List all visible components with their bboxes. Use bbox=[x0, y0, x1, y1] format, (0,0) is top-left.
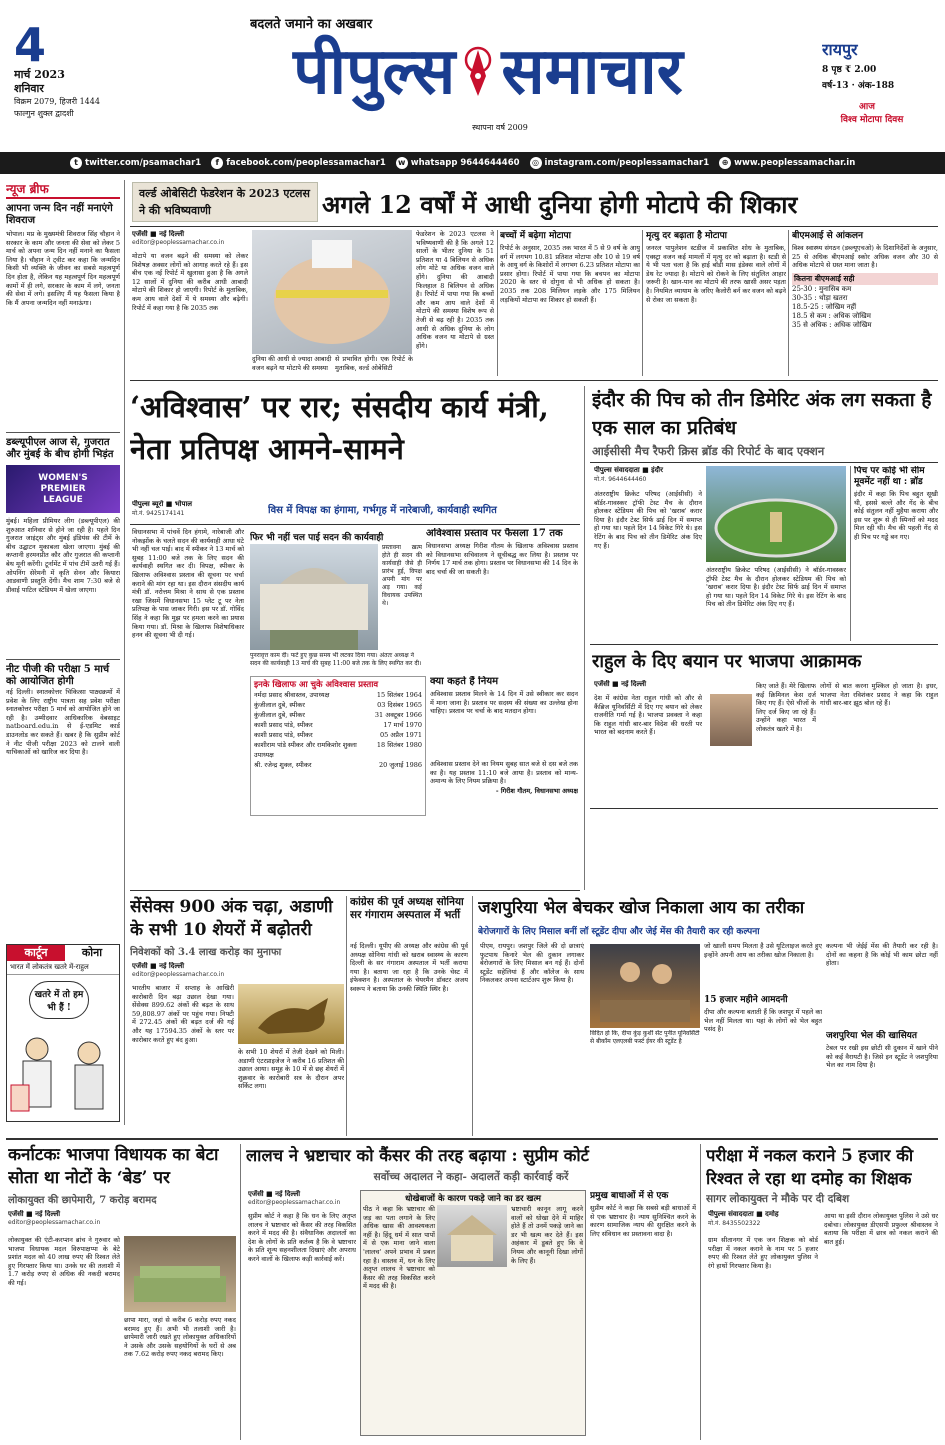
twitter-icon: t bbox=[70, 157, 82, 169]
supreme-byline-box bbox=[248, 1190, 358, 1206]
wpl-logo bbox=[6, 465, 120, 513]
today-label: आज bbox=[859, 102, 875, 112]
history-date: 03 दिसंबर 1965 bbox=[377, 701, 422, 709]
history-name: श्री. रजेन्द्र शुक्ल, स्पीकर bbox=[254, 761, 312, 769]
cartoon-box bbox=[6, 944, 120, 1122]
facebook-icon: f bbox=[211, 157, 223, 169]
divider bbox=[346, 896, 347, 1136]
obesity-photo-caption: दुनिया की आधी से ज्यादा आबादी वजन बढ़ने या मोटापे की समस्या bbox=[252, 355, 332, 372]
twitter-link[interactable] bbox=[70, 157, 201, 169]
assembly-history-head: इनके खिलाफ आ चुके अविश्वास प्रस्ताव bbox=[254, 680, 379, 690]
damoh-body: ग्राम सीतानगर में एक जन शिक्षक को बोर्ड परीक्षा में नकल कराने के नाम पर 5 हजार रुपए की रिश्वत लेते हुए लोकायुक्त पुलिस ने रंगे हाथों गिरफ्तार किया है। bbox=[708, 1236, 818, 1270]
damoh-mobile: मो.नं. 8435502322 bbox=[708, 1220, 761, 1227]
sensex-bull-photo bbox=[238, 984, 344, 1044]
history-name: नर्मदा प्रसाद श्रीवास्तव, उपाध्यक्ष bbox=[254, 691, 330, 699]
brief-1-headline: आपना जन्म दिन नहीं मनाएंगे शिवराज bbox=[6, 203, 113, 226]
assembly-proposal-box bbox=[426, 528, 578, 674]
supreme-body: सुप्रीम कोर्ट ने कहा है कि धन के लिए अतृप्त लालच ने भ्रष्टाचार को कैंसर की तरह विकसित करने में मदद की है। संवैधानिक अदालतों का देश के लोगों के प्रति कर्तव्य है कि वे भ्रष्टाचार के प्रति शून्य सहनशीलता दिखाएं और अपराध करने वालों के खिलाफ कड़ी कार्रवाई करें। bbox=[248, 1212, 356, 1263]
divider bbox=[130, 890, 580, 891]
history-date: 31 अक्टूबर 1966 bbox=[374, 711, 422, 719]
bmi-row: 35 से अधिक : अधिक जोखिम bbox=[792, 320, 872, 329]
edition-block bbox=[822, 38, 942, 125]
date-month-year: मार्च 2023 bbox=[14, 68, 65, 81]
sensex-email: editor@peoplessamachar.co.in bbox=[132, 971, 225, 978]
assembly-mobile: मो.नं. 9425174141 bbox=[132, 510, 185, 517]
divider bbox=[590, 462, 938, 463]
web-text: www.peoplessamachar.in bbox=[734, 158, 856, 168]
divider bbox=[497, 230, 498, 376]
history-date: 18 सितंबर 1980 bbox=[376, 741, 422, 749]
supreme-box-col2: भ्रष्टाचारी कानून लागू करने वालों को धोखा देने में माहिर होते हैं तो उनमें पकड़े जाने का डर भी खत्म कर देते हैं। इस अहंकार में डूबते हुए कि वे नियम और कानूनी दिखा लोगों के लिए हैं। bbox=[511, 1205, 583, 1265]
karnataka-email: editor@peoplessamachar.co.in bbox=[8, 1219, 101, 1226]
assembly-headline: ‘अविश्वास’ पर रार; संसदीय कार्य मंत्री, नेता प्रतिपक्ष आमने-सामने bbox=[130, 390, 549, 466]
history-date: 15 सितंबर 1964 bbox=[376, 691, 422, 699]
whatsapp-icon: w bbox=[396, 157, 408, 169]
karnataka-byline: एजेंसी ■ नई दिल्ली bbox=[8, 1210, 61, 1218]
assembly-col1: विधानसभा में पांचवें दिन हंगामे, नारेबाजी और नोकझोंक के चलते सदन की कार्यवाही आधा घंटे भी नहीं चल पाई। बाद में स्पीकर ने 13 मार्च को सुबह 11:00 बजे तक के लिए सदन की कार्यवाही स्थगित कर दी। विपक्ष, स्पीकर के खिलाफ अविश्वास प्रस्ताव की सूचना पर चर्चा कराने की मांग रहा था। इस दौरान संसदीय कार्य मंत्री डॉ. नरोत्तम मिश्रा ने साथ से एक प्रस्ताव रखा जिसमें विधानसभा 15 प्लेट टू पर नेता प्रतिपक्ष के पास जाकर गिरी। इस पर डॉ. गोविंद सिंह ने कहा कि मुझ पर हमला करने का प्रयास किया गया। डॉ. मिश्रा के खिलाफ विशेषाधिकार हनन की सूचना भी दी गई। bbox=[132, 528, 244, 640]
rahul-body: देश में कांग्रेस नेता राहुल गांधी को और से कैंब्रिज यूनिवर्सिटी में दिए गए बयान को लेकर राजनीति गर्मा गई है। भाजपा प्रवक्ता ने कहा कि राहुल गांधी बार-बार विदेश की धरती पर भारत को बदनाम करते हैं। bbox=[594, 694, 702, 737]
rahul-byline: एजेंसी ■ नई दिल्ली bbox=[594, 680, 647, 688]
wpl-logo-text: WOMEN'S PREMIER LEAGUE bbox=[38, 472, 88, 505]
history-name: काशी प्रसाद पांडे, स्पीकर bbox=[254, 721, 313, 729]
indore-body-2: अंतरराष्ट्रीय क्रिकेट परिषद (आईसीसी) ने बॉर्डर-गावस्कर ट्रॉफी टेस्ट मैच के दौरान होलकर स्टेडियम की पिच को 'खराब' करार दिया है। इंदौर टेस्ट सिर्फ ढाई दिन में समाप्त हो गया था। पहले दिन 14 विकेट गिरे थे। इस रेटिंग के बाद पिच को तीन डिमेरिट अंक दिए गए हैं। bbox=[706, 566, 846, 609]
assembly-quote: अविश्वास प्रस्ताव देने का नियम सुबह सात बजे से दस बजे तक का है। यह प्रस्ताव 11:10 बजे आया है। प्रस्ताव को मान्य-अमान्य के लिए नियम प्रक्रिया है। bbox=[430, 760, 578, 786]
indore-side-body: इंदौर में कहा कि पिच बहुत सूखी थी, इससे बल्ले और गेंद के बीच कोई संतुलन नहीं मुहैया कराया और इस पर शुरू से ही स्पिनरों को मदद मिल रही थी। मैच की पहली गेंद से ही पिच पर गड्ढे बन गए। bbox=[854, 490, 938, 541]
jashpur-photo-caption: विदित हो कि, दीपा कुंड़ कुर्शी सेंट पुनीत यूनिवर्सिटी से बीकॉम एलएलबी फर्स्ट ईयर की स्टूडेंट है bbox=[590, 1030, 700, 1045]
sensex-headline: सेंसेक्स 900 अंक चढ़ा, अडाणी के सभी 10 शेयरों में बढ़ोतरी bbox=[130, 897, 333, 940]
indore-byline: पीपुल्स संवाददाता ■ इंदौर bbox=[594, 466, 663, 474]
indore-headline: इंदौर की पिच को तीन डिमेरिट अंक लग सकता है एक साल का प्रतिबंध bbox=[592, 389, 932, 439]
obesity-kicker: वर्ल्ड ओबेसिटी फेडरेशन के 2023 एटलस ने की भविष्यवाणी bbox=[139, 187, 310, 217]
supreme-byline: एजेंसी ■ नई दिल्ली bbox=[248, 1190, 301, 1198]
divider bbox=[590, 644, 938, 645]
paper-title bbox=[178, 26, 798, 118]
damoh-byline: पीपुल्स संवाददाता ■ दमोह bbox=[708, 1210, 779, 1218]
history-name: काशी प्रसाद पांडे, स्पीकर bbox=[254, 731, 313, 739]
facebook-text: facebook.com/peoplessamachar1 bbox=[226, 158, 386, 168]
obesity-bmi-box bbox=[792, 230, 938, 376]
sensex-subhead: निवेशकों को 3.4 लाख करोड़ का मुनाफा bbox=[130, 947, 282, 958]
damoh-headline: परीक्षा में नकल कराने 5 हजार की रिश्वत ले रहा था दमोह का शिक्षक bbox=[706, 1146, 914, 1188]
assembly-photo-side: प्रस्तावना ख़त्म होते ही सदन की कार्यवाही जैसे ही प्रारंभ हुई, विपक्ष अपनी मांग पर अड़ गया। कई विधायक उपस्थित थे। bbox=[382, 544, 422, 607]
divider bbox=[6, 1138, 938, 1140]
assembly-photo bbox=[250, 544, 378, 650]
paper-title-left: पीपुल्स bbox=[293, 34, 456, 109]
obesity-kids-body: रिपोर्ट के अनुसार, 2035 तक भारत में 5 से 9 वर्ष के आयु वर्ग में लगभग 10.81 प्रतिशत मोटापा और 10 से 19 वर्ष के आयु वर्ग के किशोरों में लगभग 6.23 प्रतिशत मोटापा का प्रसार होगा। रिपोर्ट में पाया गया कि बचपन का मोटापा 2020 के स्तर से दोगुना से भी अधिक हो सकता है। 2035 तक 208 मिलियन लड़के और 175 मिलियन लड़कियों मोटापा का शिकार हो सकती हैं। bbox=[500, 244, 640, 304]
pages-price: 8 पृष्ठ ₹ 2.00 bbox=[822, 65, 877, 75]
obesity-kids-box bbox=[500, 230, 640, 376]
assembly-photo-caption: पुनरावृत्त काम दी। फर्ट हुए कुछ समय भी लटका दिया गया। अंततः अध्यक्ष ने सदन की कार्यवाही 13 मार्च की सुबह 11:00 बजे तक के लिए स्थगित कर दी। bbox=[250, 652, 422, 667]
bmi-row: 18.5 से कम : अधिक जोखिम bbox=[792, 311, 871, 320]
damoh-col2: आया था इसी दौरान लोकायुक्त पुलिस ने उसे धर दबोचा। लोकायुक्त डीएसपी प्रफुल्ल श्रीवास्तव ने बताया कि परीक्षा में छात्र को नकल कराने की बात हुई। bbox=[824, 1212, 938, 1246]
damoh-byline-box bbox=[708, 1210, 818, 1227]
volume: वर्ष-13 · अंक-188 bbox=[822, 81, 895, 91]
brief-2-body: मुंबई। महिला प्रीमियर लीग (डब्ल्यूपीएल) की शुरुआत शनिवार से होने जा रही है। पहले दिन गुजरात जाइंट्स और मुंबई इंडियंस की टीमें के बीच उद्घाटन मुकाबला खेला जाएगा। मुंबई की कप्तानी हरमनप्रीत कौर और गुजरात की कप्तानी बेथ मूनी करेंगी। टूर्नामेंट में पांच टीमें उतरी गई हैं। ओपनिंग सेरेमनी में कृति सेनन और कियारा आडवाणी प्रस्तुति देंगी। मैच शाम 7:30 बजे से डीवाई पाटिल स्टेडियम में खेला जाएगा। bbox=[6, 517, 120, 594]
jashpur-income-head: 15 हजार महीने आमदनी bbox=[704, 995, 788, 1005]
instagram-icon: ◎ bbox=[530, 157, 542, 169]
cartoon-corner: कोना bbox=[81, 946, 103, 959]
social-strip bbox=[0, 152, 945, 174]
supreme-court-photo bbox=[437, 1205, 507, 1267]
obesity-kids-head: बच्चों में बढ़ेगा मोटापा bbox=[500, 231, 571, 241]
cartoon-speech: खतरे में तो हम भी हैं ! bbox=[29, 981, 89, 1019]
date-day: 4 bbox=[14, 22, 47, 72]
assembly-proposal-body: विधानसभा अध्यक्ष गिरीश गौतम के खिलाफ अविश्वास प्रस्ताव को विधानसभा सचिवालय ने सूचीबद्ध कर लिया है। प्रस्ताव पर निर्णय 17 मार्च तक होगा। प्रस्ताव पर विधानसभा की 14 दिन के बाद चर्चा की जा सकती है। bbox=[426, 542, 578, 576]
history-name: कुंजीलाल दुबे, स्पीकर bbox=[254, 701, 305, 709]
indore-body: अंतरराष्ट्रीय क्रिकेट परिषद (आईसीसी) ने बॉर्डर-गावस्कर ट्रॉफी टेस्ट मैच के दौरान होलकर स्टेडियम की पिच को 'खराब' करार दिया है। इंदौर टेस्ट सिर्फ ढाई दिन में समाप्त हो गया था। पहले दिन 14 विकेट गिरे थे। इस रेटिंग के बाद पिच को तीन डिमेरिट अंक दिए गए हैं। bbox=[594, 490, 702, 550]
whatsapp-text: whatsapp 9644644460 bbox=[410, 158, 520, 168]
bmi-row: 18.5-25 : जोखिम नहीं bbox=[792, 302, 857, 311]
obesity-death-body: जनरल पापुलेशन स्टडीज में प्रकाशित शोध के मुताबिक, एक्स्ट्रा वजन कई मामलों में मृत्यु दर को बढ़ाता है। स्टडी से ये भी पता चला है कि हाई बॉडी मास इंडेक्स वाले लोगों में डेथ रेट ज्यादा है। मोटापे को रोकने के लिए संतुलित आहार जरूरी है। खान-पान का मोटापे की तरफ खासी असर पड़ता है। नियमित व्यायाम के जरिए कैलोरी बर्न कर वजन को बढ़ने से रोका जा सकता है। bbox=[646, 244, 786, 304]
divider bbox=[130, 524, 580, 525]
obesity-col1: मोटापे या वजन बढ़ने की समस्या को लेकर विशेषज्ञ अक्सर लोगों को आगाह करते रहे हैं। इस बीच एक नई रिपोर्ट में खुलासा हुआ है कि अगले 12 सालों में दुनिया की करीब आधी आबादी मोटापे की शिकार हो जाएगी। रिपोर्ट के मुताबिक, कम आय वाले देशों में ये समस्या और बढ़ेगी। रिपोर्ट में कहा गया है कि 2035 तक bbox=[132, 252, 248, 312]
jashpur-headline: जशपुरिया भेल बेचकर खोज निकाला आय का तरीका bbox=[478, 898, 805, 918]
obesity-headline: अगले 12 वर्षों में आधी दुनिया होगी मोटापे की शिकार bbox=[322, 190, 798, 219]
assembly-byline-box bbox=[132, 500, 262, 517]
rahul-col3: लोगों से बात करना मुश्किल हो जाता है। इधर, भाजपा नेता रविशंकर प्रसाद ने कहा कि राहुल गांधी बार-बार झूठ बोल रहे हैं। bbox=[820, 682, 938, 708]
indore-byline-box bbox=[594, 466, 714, 483]
jashpur-special-box bbox=[826, 1030, 938, 1134]
globe-icon: ⊕ bbox=[719, 157, 731, 169]
divider bbox=[850, 466, 851, 641]
history-date: 17 मार्च 1970 bbox=[383, 721, 422, 729]
jashpur-col3: कल्पना भी जेईई मेंस की तैयारी कर रही है। दोनों का कहना है कि कोई भी काम छोटा नहीं होता। bbox=[826, 942, 938, 968]
city: रायपुर bbox=[822, 40, 858, 59]
assembly-history-box bbox=[250, 676, 426, 816]
web-link[interactable] bbox=[719, 157, 855, 169]
divider bbox=[472, 896, 473, 1136]
date-block bbox=[14, 22, 114, 146]
cartoon-caption: भारत में लोकतंत्र खतरे में-राहुल bbox=[7, 961, 119, 975]
sensex-byline-box bbox=[132, 962, 342, 978]
history-row bbox=[254, 710, 422, 720]
jashpur-special-body: टेबल पर रखी इस छोटी सी दुकान में खाने पीने को कई वैरायटी है। जिसे इन स्टूडेंट ने जशपुरिया भेल का नाम दिया है। bbox=[826, 1044, 938, 1070]
masthead bbox=[0, 0, 945, 150]
established: स्थापना वर्ष 2009 bbox=[472, 123, 528, 132]
brief-2-headline: डब्ल्यूपीएल आज से, गुजरात और मुंबई के बीच होगी भिड़ंत bbox=[6, 432, 120, 461]
obesity-col2: से प्रभावित होगी। एक रिपोर्ट के मुताबिक, वर्ल्ड ओबेसिटी bbox=[335, 355, 413, 372]
obesity-bmi-body: विश्व स्वास्थ्य संगठन (डब्ल्यूएचओ) के दिशानिर्देशों के अनुसार, 25 से अधिक बीएमआई स्कोर अधिक वजन और 30 से अधिक मोटापे से ग्रस्त माना जाता है। bbox=[792, 244, 938, 270]
obesity-death-box bbox=[646, 230, 786, 376]
assembly-byline: पीपुल्स ब्यूरो ■ भोपाल bbox=[132, 500, 193, 508]
supreme-box bbox=[360, 1190, 586, 1436]
indore-stadium-photo bbox=[706, 466, 846, 562]
supreme-box-body: पीठ ने कहा कि भ्रष्टाचार की जड़ का पता लगाने के लिए अधिक खास की आवश्यकता नहीं है। हिंदू धर्म में सात पापों में से एक माना जाने वाला 'लालच' अपने प्रभाव में प्रबल रहा है। वास्तव में, धन के लिए अतृप्त लालच ने भ्रष्टाचार को कैंसर की तरह विकसित करने में मदद की है। bbox=[363, 1205, 435, 1291]
karnataka-subhead: लोकायुक्त की छापेमारी, 7 करोड़ बरामद bbox=[8, 1195, 157, 1206]
paper-title-right: समाचार bbox=[501, 34, 683, 109]
supreme-email: editor@peoplessamachar.co.in bbox=[248, 1199, 341, 1206]
jashpur-income-body: दीपा और कल्पना बताती हैं कि जशपुर में पहले का भेल नहीं मिलता था। यहां के लोगों को भेल बहुत पसंद है। bbox=[704, 1008, 822, 1034]
jashpur-subhead: बेरोजगारों के लिए मिसाल बनीं लॉ स्टूडेंट दीपा और जेई मेंस की तैयारी कर रही कल्पना bbox=[478, 927, 760, 937]
history-name: कुंजीलाल दुबे, स्पीकर bbox=[254, 711, 305, 719]
history-row bbox=[254, 760, 422, 770]
history-row bbox=[254, 700, 422, 710]
samvat: विक्रम 2079, हिजरी 1444 bbox=[14, 97, 100, 106]
tagline: बदलते जमाने का अखबार bbox=[250, 17, 373, 32]
divider bbox=[788, 230, 789, 376]
jashpur-income-box bbox=[704, 994, 822, 1134]
supreme-points-head: प्रमुख बाधाओं में से एक bbox=[590, 1191, 669, 1201]
obesity-photo bbox=[252, 230, 412, 354]
history-date: 20 जुलाई 1986 bbox=[378, 761, 422, 769]
history-row bbox=[254, 730, 422, 740]
supreme-points-body: सुप्रीम कोर्ट ने कहा कि सबसे बड़ी बाधाओं में से एक भ्रष्टाचार है। न्याय सुनिश्चित करने के कारण सामाजिक न्याय की सुरक्षित करने के लिए संविधान का प्रस्तावना वादा है। bbox=[590, 1204, 696, 1238]
divider bbox=[700, 1144, 701, 1440]
divider bbox=[124, 180, 125, 1125]
karnataka-headline: कर्नाटकः भाजपा विधायक का बेटा सोता था नोटों के ‘बेड’ पर bbox=[8, 1145, 219, 1188]
supreme-headline: लालच ने भ्रष्टाचार को कैंसर की तरह बढ़ाया : सुप्रीम कोर्ट bbox=[246, 1146, 589, 1165]
supreme-box-head: धोखेबाजों के कारण पकड़े जाने का डर खत्म bbox=[405, 1194, 541, 1204]
assembly-quote-by: - गिरीश गौतम, विधानसभा अध्यक्ष bbox=[495, 786, 578, 795]
rahul-headline: राहुल के दिए बयान पर भाजपा आक्रामक bbox=[592, 651, 862, 672]
karnataka-byline-box bbox=[8, 1210, 236, 1226]
bmi-row: 30-35 : थोड़ा खतरा bbox=[792, 293, 848, 302]
divider bbox=[130, 380, 938, 381]
history-name: काशीराम पांडे स्पीकर और रामकिशोर शुक्ला उपाध्यक्ष bbox=[254, 741, 357, 759]
brief-1-body: भोपाल। मप्र के मुख्यमंत्री शिवराज सिंह चौहान ने सरकार के काम और जनता की सेवा को लेकर 5 मार्च को अपना जन्म दिन नहीं मनाने का फैसला लिया है। चौहान ने ट्वीट कर कहा कि जन्मदिन किसी भी व्यक्ति के जीवन का सबसे महत्वपूर्ण दिन होता है, लेकिन यह महत्वपूर्ण दिन महत्वपूर्ण कामों में ही लगे, सरकार के काम में लगे, जनता की सेवा में लगे। इसलिए मैं यह फैसला किया है कि मैं अपना जन्मदिन नहीं मनाऊंगा। bbox=[6, 230, 120, 307]
karnataka-col2: छापा मारा, जहां से करीब 6 करोड़ रुपए नकद बरामद हुए हैं। अभी भी तलाशी जारी है। छापेमारी जारी रखते हुए लोकायुक्त अधिकारियों ने उसके और उसके सहयोगियों के घरों से अब तक 7.62 करोड़ रुपए नकद बरामद किए। bbox=[124, 1316, 236, 1359]
obesity-byline: एजेंसी ■ नई दिल्ली bbox=[132, 230, 185, 238]
brief-3-body: नई दिल्ली। स्नातकोत्तर चिकित्सा पाठ्यक्रमों में प्रवेश के लिए राष्ट्रीय पात्रता सह प्रवेश परीक्षा स्नातकोत्तर परीक्षा 5 मार्च को आयोजित होने जा रही है। उम्मीदवार आधिकारिक वेबसाइट natboard.edu.in से ई-एडमिट कार्ड डाउनलोड कर सकते हैं। खबर है कि सुप्रीम कोर्ट ने नीट पीजी परीक्षा 2023 को टालने वाली याचिकाओं को खारिज कर दिया है। bbox=[6, 688, 120, 757]
divider bbox=[240, 1144, 241, 1440]
obesity-bmi-table-head: कितना बीएमआई सही bbox=[792, 273, 938, 285]
assembly-quote-box bbox=[430, 760, 578, 838]
history-date: 05 अप्रैल 1971 bbox=[379, 731, 422, 739]
jashpur-body-2: जो खाली समय मिलता है उसे यूटिलाइज करते हुए इन्होंने अपनी आय का तरीका खोज निकाला है। bbox=[704, 942, 822, 959]
obesity-email: editor@peoplessamachar.co.in bbox=[132, 239, 225, 246]
cartoon-label: कार्टून bbox=[7, 945, 65, 961]
indore-subhead: आईसीसी मैच रैफरी क्रिस ब्रॉड की रिपोर्ट के बाद एक्शन bbox=[592, 444, 825, 458]
facebook-link[interactable] bbox=[211, 157, 386, 169]
twitter-text: twitter.com/psamachar1 bbox=[85, 158, 202, 168]
brief-3-headline: नीट पीजी की परीक्षा 5 मार्च को आयोजित होगी bbox=[6, 659, 120, 688]
jashpur-photo bbox=[590, 944, 700, 1028]
obesity-death-head: मृत्यु दर बढ़ाता है मोटापा bbox=[646, 231, 728, 241]
rahul-col2: किए जाते हैं। मेरे खिलाफ कई क्रिमिनल केस दर्ज किए गए हैं। ऐसे चीजों के लिए दर्ज किए जा रहे हैं। उन्होंने कहा भारत में लोकतंत्र खतरे में है। bbox=[756, 682, 816, 733]
assembly-subhead: विस में विपक्ष का हंगामा, गर्भगृह में नारेबाजी, कार्यवाही स्थगित bbox=[268, 505, 497, 516]
history-row bbox=[254, 740, 422, 760]
obesity-byline-box bbox=[132, 230, 250, 246]
news-brief-column bbox=[6, 180, 120, 942]
sensex-body-2: के सभी 10 शेयरों में तेजी देखने को मिली। अडाणी एंटरप्राइजेज ने करीब 16 प्रतिशत की उछाल आया। समूह के 10 में से छह शेयरों में शुक्रवार के कारोबारी सत्र के दौरान अपर सर्किट लगा। bbox=[238, 1048, 344, 1091]
rahul-photo bbox=[710, 694, 752, 746]
instagram-text: instagram.com/peoplessamachar1 bbox=[544, 158, 710, 168]
whatsapp-link[interactable] bbox=[396, 157, 520, 169]
cartoon-drawing bbox=[7, 975, 119, 1121]
bmi-row: 25-30 : मुनासिब कम bbox=[792, 284, 852, 293]
jashpur-special-head: जशपुरिया भेल की खासियत bbox=[826, 1031, 918, 1041]
news-brief-label: न्यूज ब्रीफ bbox=[6, 180, 120, 199]
history-row bbox=[254, 720, 422, 730]
assembly-rules-head: क्या कहते हैं नियम bbox=[430, 676, 499, 687]
karnataka-cash-photo bbox=[124, 1236, 236, 1312]
obesity-bmi-head: बीएमआई से आंकलन bbox=[792, 231, 864, 241]
indore-side-head: पिच पर कोई भी सीम मूवमेंट नहीं था : ब्रॉड bbox=[854, 466, 925, 487]
assembly-photo-head: फिर भी नहीं चल पाई सदन की कार्यवाही bbox=[250, 533, 384, 543]
instagram-link[interactable] bbox=[530, 157, 710, 169]
supreme-subhead: सर्वोच्च अदालत ने कहा- अदालतें कड़ी कार्रवाई करें bbox=[373, 1171, 569, 1183]
assembly-rules-body: अविश्वास प्रस्ताव मिलने के 14 दिन में उसे स्वीकार कर सदन में माना जाना है। प्रस्ताव पर सदस्य की संख्या का उल्लेख होना चाहिए। प्रस्ताव पर चर्चा के बाद मतदान होगा। bbox=[430, 690, 578, 716]
sensex-byline: एजेंसी ■ नई दिल्ली bbox=[132, 962, 185, 970]
divider bbox=[584, 386, 585, 890]
karnataka-body: लोकायुक्त की एंटी-करप्शन ब्रांच ने गुरुवार को भाजपा विधायक मदल विरुपाक्षप्पा के बेटे प्रशांत मदल को 40 लाख रुपए की रिश्वत लेते हुए गिरफ्तार किया था। उनके घर की तलाशी में 1.7 करोड़ रुपए से अधिक की नकदी बरामद की गई। bbox=[8, 1236, 120, 1287]
obesity-kicker-box bbox=[132, 182, 318, 222]
indore-mobile: मो.नं. 9644644460 bbox=[594, 476, 647, 483]
nib-logo-icon bbox=[461, 46, 495, 98]
damoh-subhead: सागर लोकायुक्त ने मौके पर दी दबिश bbox=[706, 1193, 850, 1205]
divider bbox=[590, 808, 938, 809]
assembly-proposal-head: अविश्वास प्रस्ताव पर फैसला 17 तक bbox=[426, 528, 563, 539]
jashpur-body: पीएम, रायपुर। जशपुर जिले की दो छात्राएं फुटपाथ किनारे भेल की दुकान लगाकर बेरोजगारों के लिए मिसाल बन गई हैं। दोनों स्टूडेंट सहेलियां हैं और कॉलेज के साथ निकलकर अपना स्टार्टअप शुरू किया है। bbox=[480, 942, 584, 985]
divider bbox=[130, 226, 938, 227]
sensex-body: भारतीय बाजार में सप्ताह के आखिरी कारोबारी दिन बढ़ा उछाल देखा गया। सेंसेक्स 899.62 अंकों की बढ़त के साथ 59,808.97 अंकों पर पहुंच गया। निफ्टी में 272.45 अंकों की बढ़त दर्ज की गई और यह 17594.35 अंकों के स्तर पर कारोबार करते हुए बंद हुआ। bbox=[132, 984, 234, 1044]
today-event: विश्व मोटापा दिवस bbox=[840, 115, 904, 125]
cartoon-figure bbox=[7, 975, 119, 1121]
sonia-headline: कांग्रेस की पूर्व अध्यक्ष सोनिया सर गंगाराम अस्पताल में भर्ती bbox=[350, 896, 464, 921]
assembly-rules-box bbox=[430, 676, 578, 758]
sonia-body: नई दिल्ली। यूपीए की अध्यक्ष और कांग्रेस की पूर्व अध्यक्ष सोनिया गांधी को खराब स्वास्थ्य के कारण दिल्ली के सर गंगाराम अस्पताल में भर्ती कराया गया है। बताया जा रहा है कि उनके चेस्ट में इंफेक्शन है। अस्पताल के चेयरमैन डॉक्टर अजय स्वरूप ने बताया कि उनकी स्थिति स्थिर है। bbox=[350, 942, 468, 993]
tithi: फाल्गुन शुक्ल द्वादशी bbox=[14, 109, 74, 118]
indore-side-box bbox=[854, 466, 938, 642]
supreme-points-box bbox=[590, 1190, 696, 1436]
weekday: शनिवार bbox=[14, 82, 44, 95]
obesity-col3: फेडरेशन के 2023 एटलस ने भविष्यवाणी की है कि अगले 12 सालों के भीतर दुनिया के 51 प्रतिशत या 4 बिलियन से अधिक लोग मोटे या अधिक वजन वाले होंगे। दुनिया की आबादी फिलहाल 8 बिलियन से अधिक है। रिपोर्ट में पाया गया कि बच्चों और कम आय वाले देशों में मोटापे की समस्या विशेष रूप से तेजी से बढ़ रही है। 2035 तक आधी से अधिक दुनिया के लोग अधिक वजन या मोटापे से ग्रस्त होंगे। bbox=[416, 230, 494, 350]
divider bbox=[642, 230, 643, 376]
history-row bbox=[254, 690, 422, 700]
